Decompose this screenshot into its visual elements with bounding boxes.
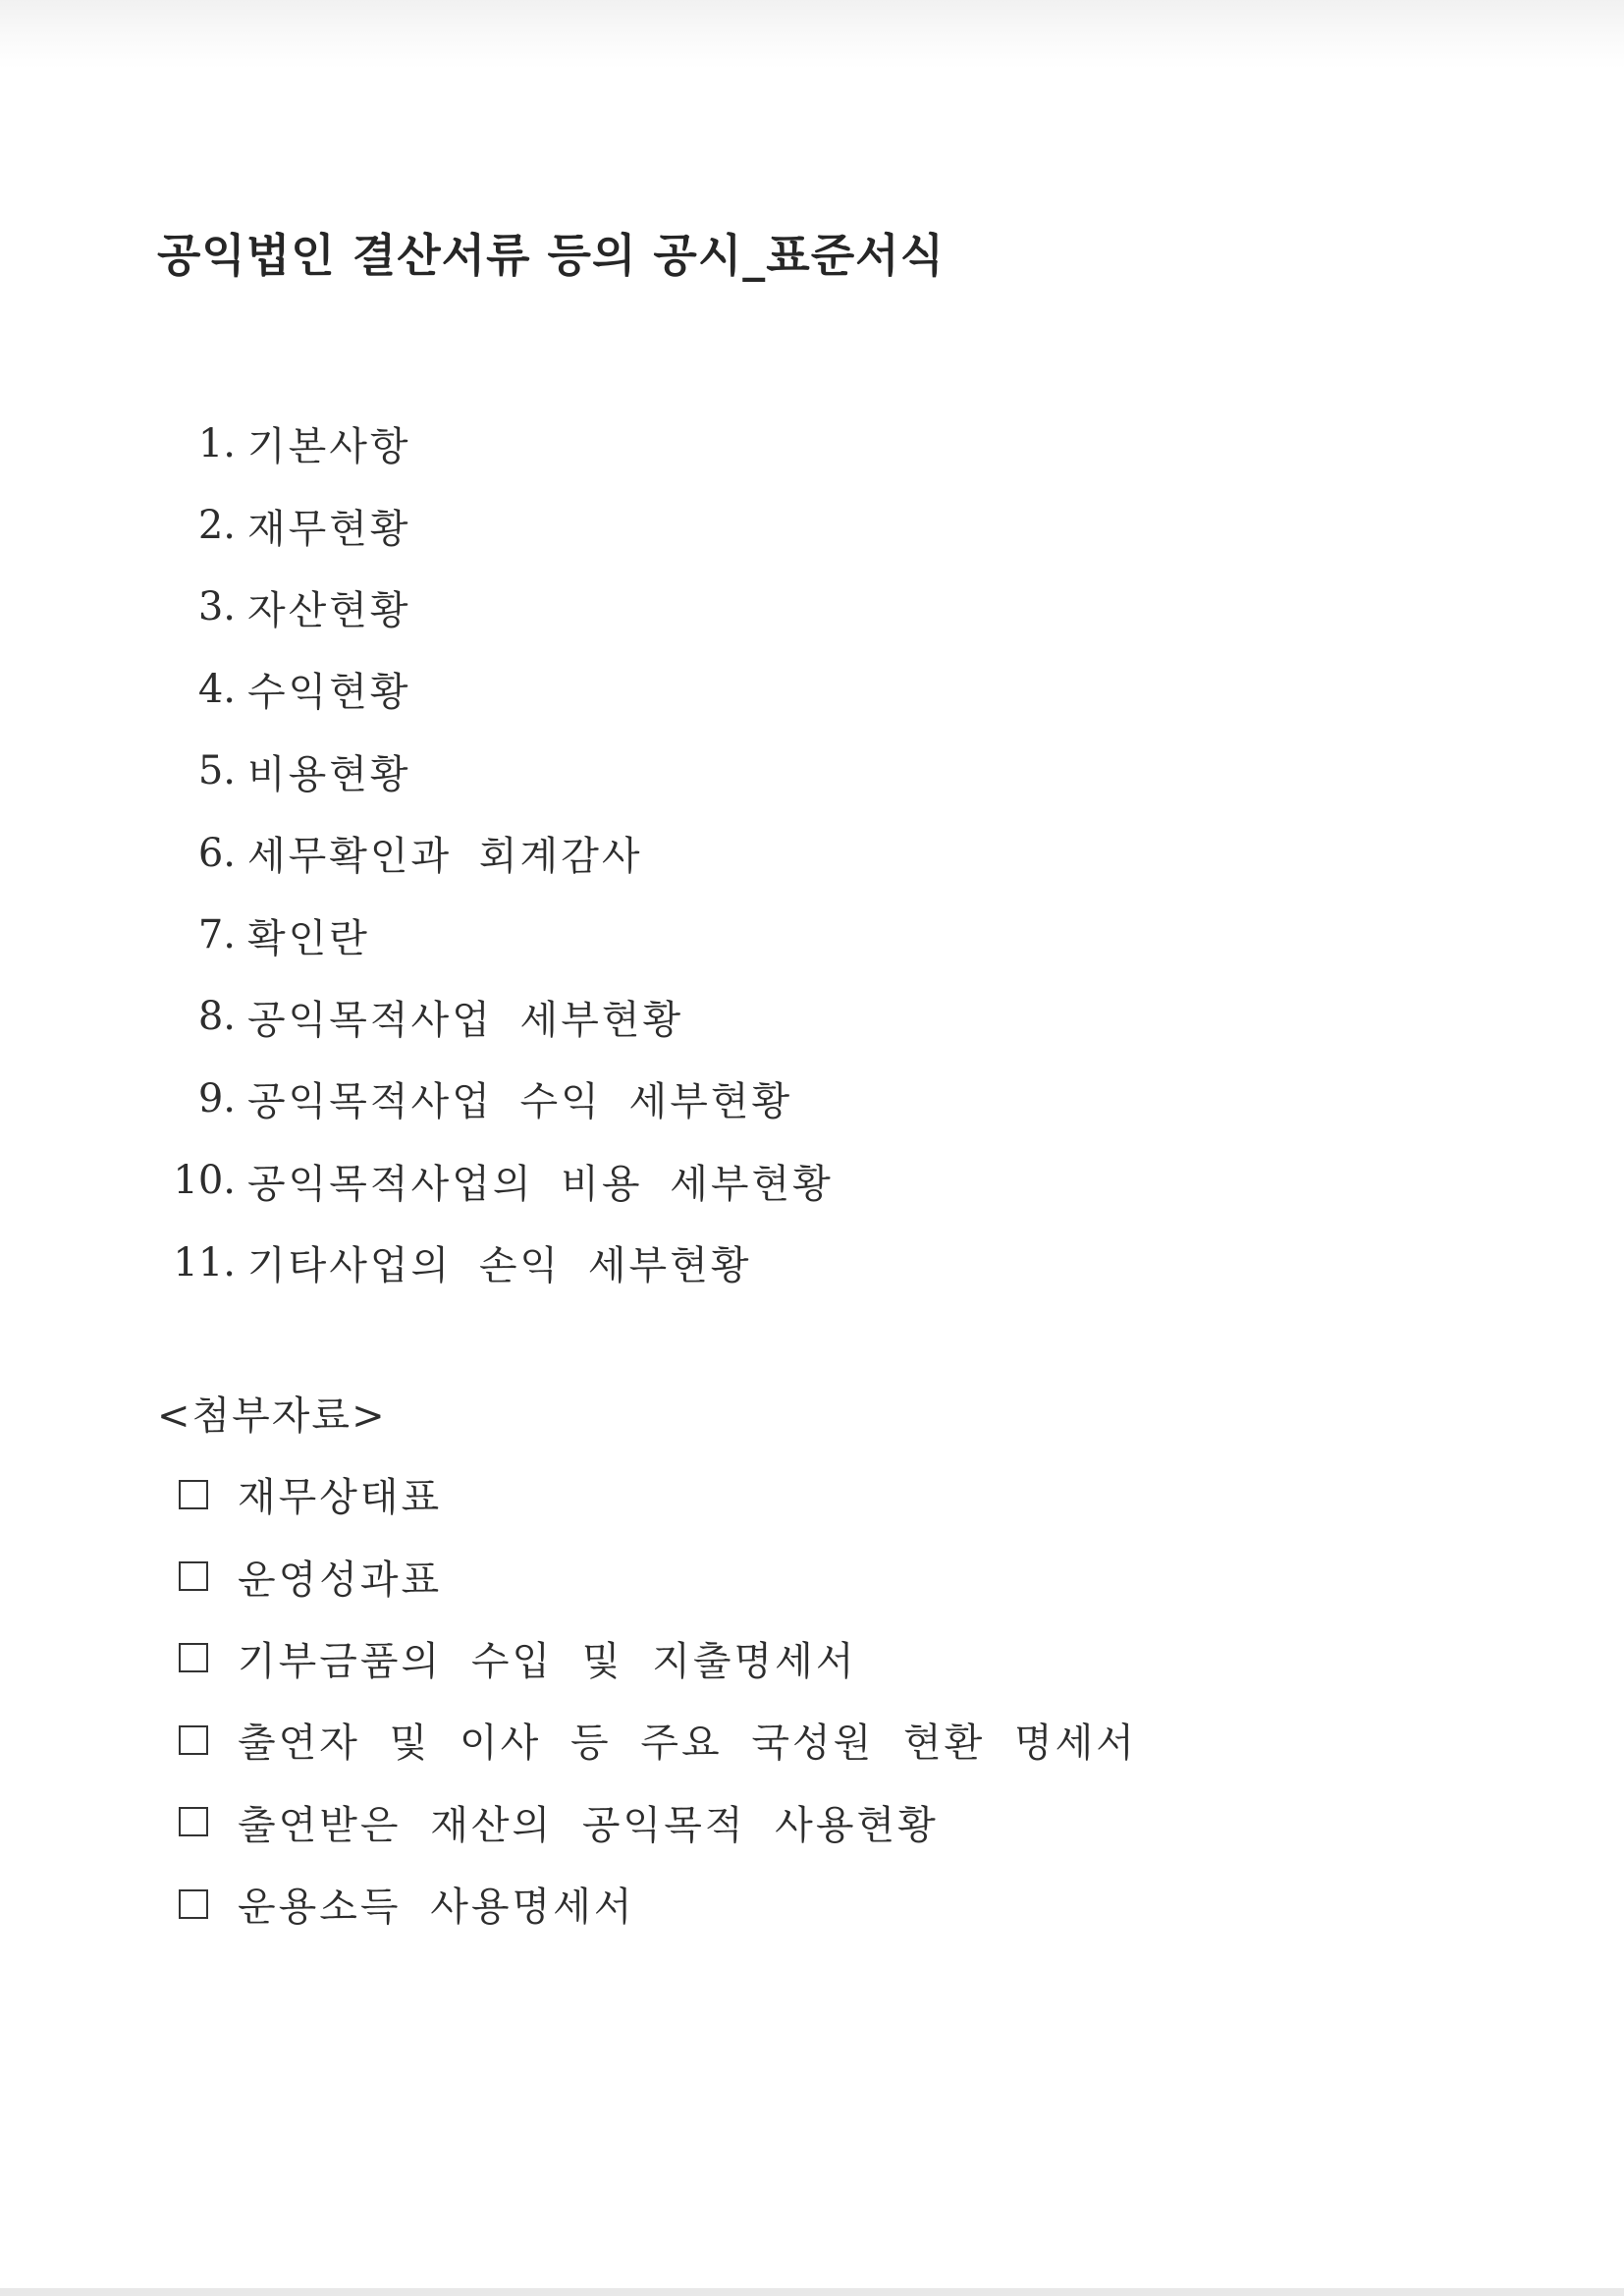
section-number: 6. bbox=[197, 830, 236, 876]
section-item bbox=[147, 1222, 834, 1303]
scan-edge-bottom bbox=[0, 2288, 1624, 2296]
checkbox-icon[interactable] bbox=[179, 1480, 208, 1509]
section-item bbox=[147, 648, 834, 730]
attachment-list bbox=[179, 1453, 1137, 1944]
section-label: 세무확인과 회계감사 bbox=[247, 834, 643, 880]
section-number: 3. bbox=[197, 584, 236, 630]
section-number: 9. bbox=[197, 1075, 236, 1121]
section-item bbox=[147, 894, 834, 975]
section-number: 10. bbox=[173, 1158, 236, 1204]
scan-edge-top bbox=[0, 0, 1624, 69]
checkbox-icon[interactable] bbox=[179, 1807, 208, 1836]
section-item bbox=[147, 976, 834, 1058]
section-number: 11. bbox=[173, 1239, 236, 1285]
section-list bbox=[147, 403, 834, 1303]
section-label: 자산현황 bbox=[247, 587, 411, 633]
section-label: 공익목적사업 세부현황 bbox=[247, 997, 684, 1043]
attachment-label: 운영성과표 bbox=[238, 1557, 443, 1603]
section-label: 수익현황 bbox=[247, 670, 411, 716]
attachments-heading: <첨부자료> bbox=[157, 1394, 387, 1439]
attachment-item bbox=[179, 1699, 1137, 1780]
section-number: 1. bbox=[197, 420, 236, 466]
attachment-item bbox=[179, 1781, 1137, 1863]
section-item bbox=[147, 1058, 834, 1139]
attachment-item bbox=[179, 1453, 1137, 1535]
section-label: 확인란 bbox=[247, 915, 370, 961]
attachment-item bbox=[179, 1535, 1137, 1616]
section-item bbox=[147, 567, 834, 648]
section-item bbox=[147, 812, 834, 894]
section-number: 7. bbox=[197, 912, 236, 958]
attachment-label: 운용소득 사용명세서 bbox=[238, 1885, 635, 1931]
section-item bbox=[147, 731, 834, 812]
attachment-item bbox=[179, 1617, 1137, 1699]
section-number: 8. bbox=[197, 994, 236, 1040]
section-item bbox=[147, 484, 834, 566]
section-number: 5. bbox=[197, 748, 236, 794]
section-item bbox=[147, 1140, 834, 1222]
section-label: 공익목적사업의 비용 세부현황 bbox=[247, 1161, 834, 1207]
checkbox-icon[interactable] bbox=[179, 1889, 208, 1919]
attachment-label: 출연받은 재산의 공익목적 사용현황 bbox=[238, 1802, 939, 1848]
section-item bbox=[147, 403, 834, 484]
checkbox-icon[interactable] bbox=[179, 1643, 208, 1672]
section-label: 기타사업의 손익 세부현황 bbox=[247, 1243, 752, 1289]
checkbox-icon[interactable] bbox=[179, 1725, 208, 1755]
attachment-label: 기부금품의 수입 및 지출명세서 bbox=[238, 1638, 857, 1684]
document-title: 공익법인 결산서류 등의 공시_표준서식 bbox=[157, 229, 946, 282]
section-number: 2. bbox=[197, 503, 236, 549]
section-label: 기본사항 bbox=[247, 424, 411, 470]
section-label: 공익목적사업 수익 세부현황 bbox=[247, 1079, 793, 1125]
attachment-label: 출연자 및 이사 등 주요 국성원 현환 명세서 bbox=[238, 1721, 1137, 1767]
section-label: 재무현황 bbox=[247, 506, 411, 552]
section-number: 4. bbox=[197, 666, 236, 712]
section-label: 비용현황 bbox=[247, 751, 411, 797]
attachment-label: 재무상태표 bbox=[238, 1475, 443, 1521]
checkbox-icon[interactable] bbox=[179, 1561, 208, 1591]
attachment-item bbox=[179, 1863, 1137, 1944]
